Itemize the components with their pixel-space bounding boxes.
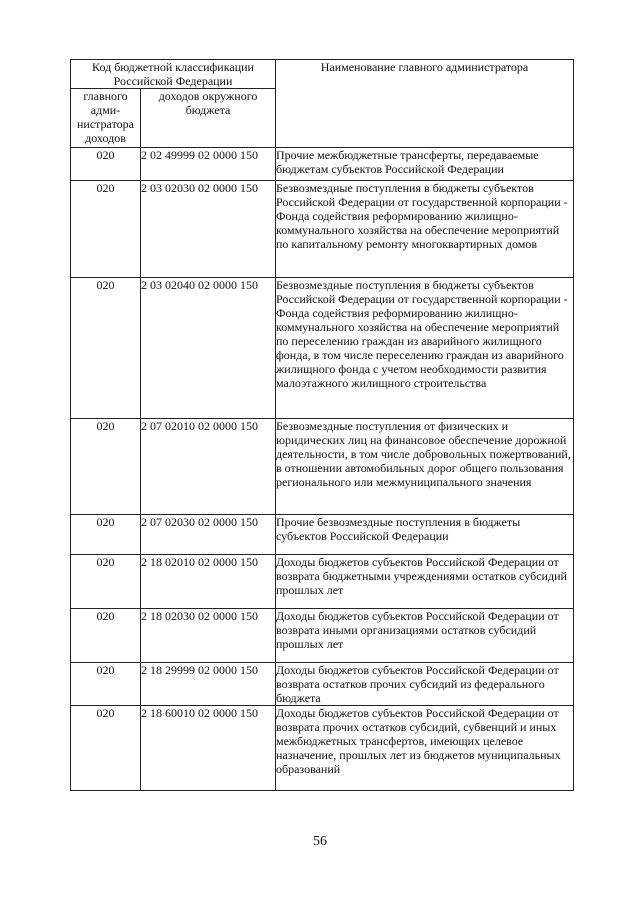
administrator-name-cell: Доходы бюджетов субъектов Российской Федерации от возврата бюджетными учреждениями остатков субсидий прошлых лет (276, 555, 574, 609)
admin-code-cell: 020 (71, 181, 141, 278)
income-code-cell: 2 03 02030 02 0000 150 (141, 181, 276, 278)
administrator-name-cell: Безвозмездные поступления от физических и юридических лиц на финансовое обеспечение дорожной деятельности, в том числе добровольных пожертвований, в отношении автомобильных дорог общего пользования регионального или межмуниципального значения (276, 419, 574, 515)
income-code-cell: 2 18 60010 02 0000 150 (141, 706, 276, 791)
income-code-cell: 2 18 29999 02 0000 150 (141, 663, 276, 706)
table-row (71, 555, 574, 609)
income-code-cell: 2 18 02030 02 0000 150 (141, 609, 276, 663)
income-code-header: доходов окружного бюджета (141, 89, 276, 148)
admin-code-cell: 020 (71, 663, 141, 706)
code-group-header: Код бюджетной классификации Российской Федерации (71, 60, 276, 89)
table-row (71, 181, 574, 278)
page-number: 56 (313, 834, 327, 849)
admin-code-cell: 020 (71, 609, 141, 663)
table-body (71, 148, 574, 791)
administrator-name-cell: Безвозмездные поступления в бюджеты субъектов Российской Федерации от государственной корпорации - Фонда содействия реформированию жилищно-коммунального хозяйства на обеспечение мероприятий по переселению граждан из аварийного жилищного фонда, в том числе переселению граждан из аварийного жилищного фонда с учетом необходимости развития малоэтажного жилищного строительства (276, 278, 574, 419)
table-row (71, 515, 574, 555)
administrator-name-cell: Безвозмездные поступления в бюджеты субъектов Российской Федерации от государственной корпорации - Фонда содействия реформированию жилищно-коммунального хозяйства на обеспечение мероприятий по капитальному ремонту многоквартирных домов (276, 181, 574, 278)
administrator-name-cell: Доходы бюджетов субъектов Российской Федерации от возврата остатков прочих субсидий из федерального бюджета (276, 663, 574, 706)
table-row (71, 148, 574, 181)
administrator-name-cell: Доходы бюджетов субъектов Российской Федерации от возврата иными организациями остатков субсидий прошлых лет (276, 609, 574, 663)
table-row (71, 278, 574, 419)
budget-classification-table (70, 59, 574, 791)
administrator-name-header: Наименование главного администратора (276, 60, 574, 148)
administrator-name-cell: Прочие межбюджетные трансферты, передаваемые бюджетам субъектов Российской Федерации (276, 148, 574, 181)
admin-code-cell: 020 (71, 555, 141, 609)
admin-code-cell: 020 (71, 706, 141, 791)
income-code-cell: 2 03 02040 02 0000 150 (141, 278, 276, 419)
table-row (71, 609, 574, 663)
income-code-cell: 2 18 02010 02 0000 150 (141, 555, 276, 609)
administrator-name-cell: Доходы бюджетов субъектов Российской Федерации от возврата прочих остатков субсидий, субвенций и иных межбюджетных трансфертов, имеющих целевое назначение, прошлых лет из бюджетов муниципальных образований (276, 706, 574, 791)
income-code-cell: 2 02 49999 02 0000 150 (141, 148, 276, 181)
administrator-name-cell: Прочие безвозмездные поступления в бюджеты субъектов Российской Федерации (276, 515, 574, 555)
income-code-cell: 2 07 02030 02 0000 150 (141, 515, 276, 555)
admin-code-cell: 020 (71, 148, 141, 181)
table-row (71, 419, 574, 515)
admin-code-cell: 020 (71, 515, 141, 555)
admin-code-cell: 020 (71, 419, 141, 515)
admin-code-cell: 020 (71, 278, 141, 419)
main-administrator-header: главного адми- нистратора доходов (71, 89, 141, 148)
table-row (71, 663, 574, 706)
income-code-cell: 2 07 02010 02 0000 150 (141, 419, 276, 515)
table-header (71, 60, 574, 148)
table-row (71, 706, 574, 791)
